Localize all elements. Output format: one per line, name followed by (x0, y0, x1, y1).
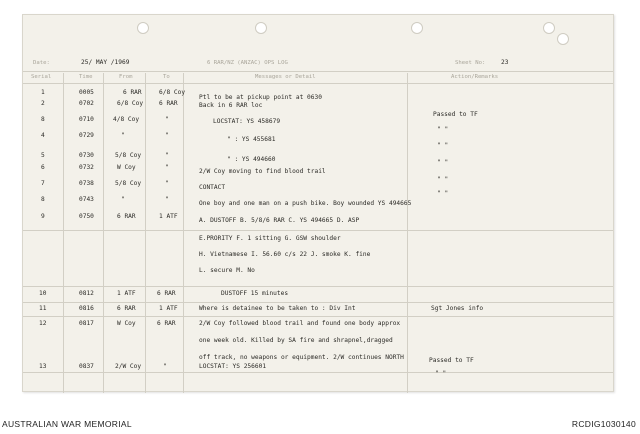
row-to: " (165, 196, 169, 203)
row-rule (23, 372, 613, 373)
row-from: 6 RAR (117, 305, 136, 312)
log-sheet (22, 14, 614, 392)
col-to: To (163, 74, 170, 80)
row-serial: 7 (41, 180, 45, 187)
row-to: " (163, 363, 167, 370)
row-event: H. Vietnamese I. 56.60 c/s 22 J. smoke K. fine (199, 251, 371, 258)
row-from: 6 RAR (117, 213, 136, 220)
column-rule (183, 73, 184, 393)
row-event: CONTACT (199, 184, 226, 191)
row-to: 6 RAR (157, 320, 176, 327)
sheet-value: 23 (501, 59, 509, 66)
row-to: 1 ATF (159, 305, 178, 312)
row-action: " " (437, 159, 449, 166)
row-rule (23, 316, 613, 317)
row-event: L. secure M. No (199, 267, 255, 274)
column-rule (145, 73, 146, 393)
row-time: 0732 (79, 164, 94, 171)
punch-hole (543, 22, 555, 34)
col-action: Action/Remarks (451, 74, 499, 80)
row-time: 0812 (79, 290, 94, 297)
row-serial: 2 (41, 100, 45, 107)
row-serial: 9 (41, 213, 45, 220)
sheet-label: Sheet No: (455, 60, 486, 66)
row-event: 2/W Coy moving to find blood trail (199, 168, 326, 175)
row-time: 0837 (79, 363, 94, 370)
row-from: 6/8 Coy (117, 100, 144, 107)
row-serial: 5 (41, 152, 45, 159)
row-to: 6/8 Coy (159, 89, 186, 96)
row-serial: 8 (41, 116, 45, 123)
col-serial: Serial (31, 74, 52, 80)
row-event: one week old. Killed by SA fire and shrapnel,dragged (199, 337, 393, 344)
row-event: LOCSTAT: YS 458679 (213, 118, 281, 125)
record-id: RCDIG1030140 (571, 419, 636, 429)
row-event: One boy and one man on a push bike. Boy wounded YS 494665 (199, 200, 412, 207)
row-time: 0702 (79, 100, 94, 107)
row-rule (23, 230, 613, 231)
row-time: 0005 (79, 89, 94, 96)
row-time: 0710 (79, 116, 94, 123)
column-rule (407, 73, 408, 393)
row-serial: 4 (41, 132, 45, 139)
row-serial: 1 (41, 89, 45, 96)
column-rule (103, 73, 104, 393)
row-action: " " (437, 190, 449, 197)
row-action: Sgt Jones info (431, 305, 484, 312)
row-from: 5/8 Coy (115, 180, 142, 187)
col-time: Time (79, 74, 93, 80)
row-from: 2/W Coy (115, 363, 142, 370)
header-divider-top (23, 71, 613, 72)
row-from: 5/8 Coy (115, 152, 142, 159)
row-action: " " (437, 126, 449, 133)
row-serial: 12 (39, 320, 47, 327)
row-from: W Coy (117, 320, 136, 327)
row-rule (23, 286, 613, 287)
unit-line: 6 RAR/NZ (ANZAC) OPS LOG (207, 60, 288, 66)
col-event: Messages or Detail (255, 74, 316, 80)
row-serial: 10 (39, 290, 47, 297)
row-action: " " (435, 370, 447, 377)
date-value: 25/ MAY /1969 (81, 59, 130, 66)
col-from: From (119, 74, 133, 80)
row-from: " (121, 132, 125, 139)
row-from: 1 ATF (117, 290, 136, 297)
row-serial: 8 (41, 196, 45, 203)
row-from: " (121, 196, 125, 203)
row-to: 6 RAR (157, 290, 176, 297)
row-rule (23, 302, 613, 303)
row-time: 0738 (79, 180, 94, 187)
archive-credit: AUSTRALIAN WAR MEMORIAL (2, 419, 132, 429)
row-event: E.PRORITY F. 1 sitting G. GSW shoulder (199, 235, 341, 242)
row-event: Ptl to be at pickup point at 0630 (199, 94, 322, 101)
header-divider-bottom (23, 83, 613, 84)
row-time: 0816 (79, 305, 94, 312)
punch-hole (255, 22, 267, 34)
punch-hole (411, 22, 423, 34)
row-to: 6 RAR (159, 100, 178, 107)
row-event: off track, no weapons or equipment. 2/W continues NORTH (199, 354, 404, 361)
row-event: Back in 6 RAR loc (199, 102, 263, 109)
row-serial: 13 (39, 363, 47, 370)
row-action: Passed to TF (429, 357, 474, 364)
row-event: DUSTOFF 15 minutes (221, 290, 289, 297)
row-to: " (165, 164, 169, 171)
row-time: 0730 (79, 152, 94, 159)
row-serial: 6 (41, 164, 45, 171)
row-serial: 11 (39, 305, 47, 312)
row-from: 6 RAR (123, 89, 142, 96)
punch-hole (137, 22, 149, 34)
row-time: 0817 (79, 320, 94, 327)
row-to: 1 ATF (159, 213, 178, 220)
row-from: W Coy (117, 164, 136, 171)
row-event: Where is detainee to be taken to : Div Int (199, 305, 356, 312)
row-time: 0729 (79, 132, 94, 139)
row-to: " (165, 116, 169, 123)
row-to: " (165, 152, 169, 159)
row-time: 0750 (79, 213, 94, 220)
column-rule (63, 73, 64, 393)
row-event: 2/W Coy followed blood trail and found one body approx (199, 320, 401, 327)
row-action: " " (437, 176, 449, 183)
date-label: Date: (33, 60, 50, 66)
row-time: 0743 (79, 196, 94, 203)
row-action: " " (437, 142, 449, 149)
row-to: " (165, 180, 169, 187)
punch-hole (557, 33, 569, 45)
row-from: 4/8 Coy (113, 116, 140, 123)
row-action: Passed to TF (433, 111, 478, 118)
row-event: A. DUSTOFF B. 5/8/6 RAR C. YS 494665 D. ASP (199, 217, 360, 224)
row-to: " (165, 132, 169, 139)
row-event: " : YS 494660 (227, 156, 276, 163)
row-event: " : YS 455681 (227, 136, 276, 143)
row-event: LOCSTAT: YS 256601 (199, 363, 267, 370)
